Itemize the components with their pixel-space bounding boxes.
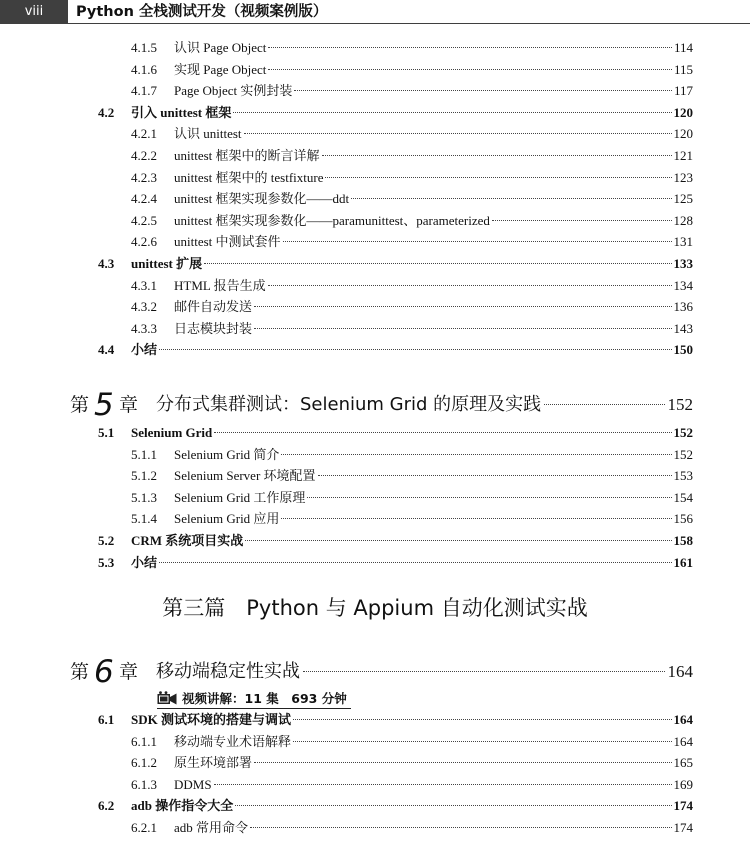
toc-entry-4-2[interactable] bbox=[0, 102, 750, 124]
chapter-prefix: 第 bbox=[70, 661, 90, 683]
toc-entry-6-1-3[interactable] bbox=[0, 774, 750, 796]
entry-number: 5.3 bbox=[98, 554, 115, 570]
entry-title: Selenium Grid 简介 bbox=[174, 446, 280, 462]
toc-entry-6-1-1[interactable] bbox=[0, 731, 750, 753]
chapter-title: 移动端稳定性实战 bbox=[156, 661, 300, 682]
leader-dots bbox=[254, 328, 671, 329]
leader-dots bbox=[268, 47, 672, 48]
entry-number: 4.2.6 bbox=[131, 234, 157, 250]
leader-dots bbox=[322, 155, 672, 156]
entry-title: 实现 Page Object bbox=[174, 61, 267, 77]
toc-entry-5-1-4[interactable] bbox=[0, 508, 750, 530]
entry-number: 4.3.2 bbox=[131, 299, 157, 315]
toc-entry-4-2-4[interactable] bbox=[0, 188, 750, 210]
chapter-page: 152 bbox=[667, 395, 693, 414]
leader-dots bbox=[268, 285, 672, 286]
entry-title: Selenium Grid 应用 bbox=[174, 511, 280, 527]
entry-title: 认识 Page Object bbox=[174, 40, 267, 55]
entry-number: 5.1.4 bbox=[131, 511, 157, 527]
entry-page: 121 bbox=[673, 148, 693, 163]
entry-page: 156 bbox=[673, 511, 693, 527]
entry-number: 5.1.3 bbox=[131, 489, 157, 505]
toc-entry-5-2[interactable] bbox=[0, 530, 750, 552]
entry-page: 158 bbox=[673, 533, 693, 548]
chapter-suffix: 章 bbox=[119, 394, 139, 416]
entry-number: 5.1.2 bbox=[131, 468, 157, 484]
entry-page: 165 bbox=[673, 755, 693, 771]
leader-dots bbox=[492, 220, 672, 221]
entry-title: 邮件自动发送 bbox=[174, 299, 253, 315]
entry-page: 123 bbox=[673, 169, 693, 185]
toc-entry-4-1-7[interactable] bbox=[0, 80, 750, 102]
entry-number: 4.1.5 bbox=[131, 40, 157, 55]
toc-entry-5-1-2[interactable] bbox=[0, 465, 750, 487]
leader-dots bbox=[281, 518, 671, 519]
toc-entry-4-2-5[interactable] bbox=[0, 210, 750, 232]
entry-number: 4.1.6 bbox=[131, 61, 157, 77]
entry-number: 4.2.5 bbox=[131, 212, 157, 228]
entry-page: 174 bbox=[673, 820, 693, 835]
entry-number: 6.2.1 bbox=[131, 820, 157, 835]
leader-dots bbox=[544, 404, 664, 405]
entry-number: 5.1 bbox=[98, 425, 115, 440]
toc-entry-4-3-2[interactable] bbox=[0, 296, 750, 318]
entry-number: 4.2 bbox=[98, 104, 115, 120]
entry-number: 6.1 bbox=[98, 712, 115, 727]
video-info bbox=[157, 688, 351, 709]
page-number: viii bbox=[0, 0, 68, 24]
entry-page: 134 bbox=[673, 277, 693, 293]
entry-page: 114 bbox=[673, 40, 693, 55]
entry-page: 161 bbox=[673, 554, 693, 570]
leader-dots bbox=[307, 497, 671, 498]
header-rule bbox=[68, 23, 750, 24]
entry-title: DDMS bbox=[174, 776, 212, 792]
entry-page: 164 bbox=[673, 733, 693, 749]
toc-entry-4-2-1[interactable] bbox=[0, 123, 750, 145]
toc-entry-4-3[interactable] bbox=[0, 253, 750, 275]
toc-entry-4-3-1[interactable] bbox=[0, 275, 750, 297]
entry-title: unittest 框架中的 testfixture bbox=[174, 169, 324, 185]
entry-page: 174 bbox=[673, 798, 693, 814]
leader-dots bbox=[214, 432, 671, 433]
leader-dots bbox=[283, 241, 672, 242]
entry-title: adb 常用命令 bbox=[174, 820, 249, 835]
toc-entry-4-3-3[interactable] bbox=[0, 318, 750, 340]
leader-dots bbox=[325, 177, 671, 178]
entry-page: 117 bbox=[673, 83, 693, 99]
entry-number: 6.1.1 bbox=[131, 733, 157, 749]
entry-number: 4.2.2 bbox=[131, 148, 157, 163]
entry-page: 150 bbox=[673, 342, 693, 358]
entry-page: 133 bbox=[673, 256, 693, 271]
entry-title: 日志模块封装 bbox=[174, 320, 253, 336]
leader-dots bbox=[254, 762, 671, 763]
toc-entry-4-2-6[interactable] bbox=[0, 231, 750, 253]
entry-number: 4.1.7 bbox=[131, 83, 157, 99]
leader-dots bbox=[303, 671, 665, 672]
leader-dots bbox=[281, 454, 671, 455]
video-label: 视频讲解：11 集 693 分钟 bbox=[182, 691, 347, 706]
entry-number: 6.1.2 bbox=[131, 755, 157, 771]
entry-title: unittest 框架实现参数化——paramunittest、parameterized bbox=[174, 212, 490, 228]
toc-entry-6-2[interactable] bbox=[0, 795, 750, 817]
toc-entry-4-2-3[interactable] bbox=[0, 167, 750, 189]
toc-entry-5-3[interactable] bbox=[0, 552, 750, 574]
entry-number: 5.2 bbox=[98, 533, 115, 548]
entry-number: 4.2.1 bbox=[131, 126, 157, 142]
toc-entry-5-1-3[interactable] bbox=[0, 487, 750, 509]
entry-number: 4.3.1 bbox=[131, 277, 157, 293]
toc-entry-5-1-1[interactable] bbox=[0, 444, 750, 466]
leader-dots bbox=[250, 827, 671, 828]
entry-title: HTML 报告生成 bbox=[174, 277, 266, 293]
toc-entry-6-2-1[interactable] bbox=[0, 817, 750, 839]
entry-number: 4.2.3 bbox=[131, 169, 157, 185]
chapter-number: 6 bbox=[94, 654, 114, 690]
leader-dots bbox=[233, 112, 671, 113]
entry-title: unittest 中测试套件 bbox=[174, 234, 281, 250]
entry-title: 移动端专业术语解释 bbox=[174, 733, 292, 749]
entry-title: Selenium Grid bbox=[131, 425, 213, 440]
entry-title: CRM 系统项目实战 bbox=[131, 533, 244, 548]
leader-dots bbox=[159, 349, 671, 350]
entry-page: 120 bbox=[673, 104, 693, 120]
chapter-5-heading[interactable] bbox=[0, 385, 750, 425]
entry-page: 143 bbox=[673, 320, 693, 336]
entry-page: 153 bbox=[673, 468, 693, 484]
chapter-page: 164 bbox=[667, 662, 693, 681]
leader-dots bbox=[214, 784, 672, 785]
leader-dots bbox=[235, 805, 671, 806]
entry-title: SDK 测试环境的搭建与调试 bbox=[131, 712, 291, 727]
entry-title: 小结 bbox=[131, 342, 158, 358]
entry-title: 原生环境部署 bbox=[174, 755, 253, 771]
book-title: Python 全栈测试开发（视频案例版） bbox=[76, 4, 328, 20]
leader-dots bbox=[159, 562, 671, 563]
leader-dots bbox=[293, 741, 671, 742]
entry-page: 136 bbox=[673, 299, 693, 315]
toc-entry-6-1-2[interactable] bbox=[0, 752, 750, 774]
entry-title: adb 操作指令大全 bbox=[131, 798, 234, 814]
leader-dots bbox=[268, 69, 672, 70]
entry-page: 152 bbox=[673, 425, 693, 440]
entry-number: 6.1.3 bbox=[131, 776, 157, 792]
toc-entry-6-1[interactable] bbox=[0, 709, 750, 731]
part-3-title: 第三篇 Python 与 Appium 自动化测试实战 bbox=[162, 596, 588, 620]
entry-title: unittest 框架实现参数化——ddt bbox=[174, 191, 350, 207]
entry-page: 120 bbox=[673, 126, 693, 142]
entry-page: 164 bbox=[673, 712, 693, 727]
leader-dots bbox=[204, 263, 671, 264]
chapter-prefix: 第 bbox=[70, 394, 90, 416]
entry-title: unittest 扩展 bbox=[131, 256, 203, 271]
entry-title: Selenium Grid 工作原理 bbox=[174, 489, 306, 505]
leader-dots bbox=[294, 90, 672, 91]
toc-entry-4-1-5[interactable] bbox=[0, 37, 750, 59]
entry-page: 169 bbox=[673, 776, 693, 792]
leader-dots bbox=[351, 198, 671, 199]
entry-number: 4.3 bbox=[98, 256, 115, 271]
video-camera-icon bbox=[157, 691, 177, 705]
entry-number: 5.1.1 bbox=[131, 446, 157, 462]
leader-dots bbox=[244, 133, 672, 134]
entry-title: Selenium Server 环境配置 bbox=[174, 468, 316, 484]
toc-entry-4-2-2[interactable] bbox=[0, 145, 750, 167]
entry-page: 131 bbox=[673, 234, 693, 250]
entry-number: 4.3.3 bbox=[131, 320, 157, 336]
entry-number: 6.2 bbox=[98, 798, 115, 814]
chapter-6-heading[interactable] bbox=[0, 652, 750, 692]
entry-page: 115 bbox=[673, 61, 693, 77]
entry-title: 引入 unittest 框架 bbox=[131, 104, 232, 120]
entry-title: 认识 unittest bbox=[174, 126, 242, 142]
chapter-title: 分布式集群测试：Selenium Grid 的原理及实践 bbox=[156, 394, 542, 415]
entry-title: unittest 框架中的断言详解 bbox=[174, 148, 320, 163]
toc-entry-4-4[interactable] bbox=[0, 339, 750, 361]
toc-entry-4-1-6[interactable] bbox=[0, 59, 750, 81]
leader-dots bbox=[245, 540, 671, 541]
entry-page: 128 bbox=[673, 212, 693, 228]
entry-page: 154 bbox=[673, 489, 693, 505]
leader-dots bbox=[293, 719, 672, 720]
page-header bbox=[0, 0, 750, 24]
chapter-number: 5 bbox=[94, 387, 114, 423]
leader-dots bbox=[254, 306, 671, 307]
entry-number: 4.2.4 bbox=[131, 191, 157, 207]
entry-number: 4.4 bbox=[98, 342, 115, 358]
chapter-suffix: 章 bbox=[119, 661, 139, 683]
entry-page: 125 bbox=[673, 191, 693, 207]
leader-dots bbox=[318, 475, 672, 476]
entry-title: Page Object 实例封装 bbox=[174, 83, 293, 99]
entry-title: 小结 bbox=[131, 554, 158, 570]
toc-entry-5-1[interactable] bbox=[0, 422, 750, 444]
entry-page: 152 bbox=[673, 446, 693, 462]
